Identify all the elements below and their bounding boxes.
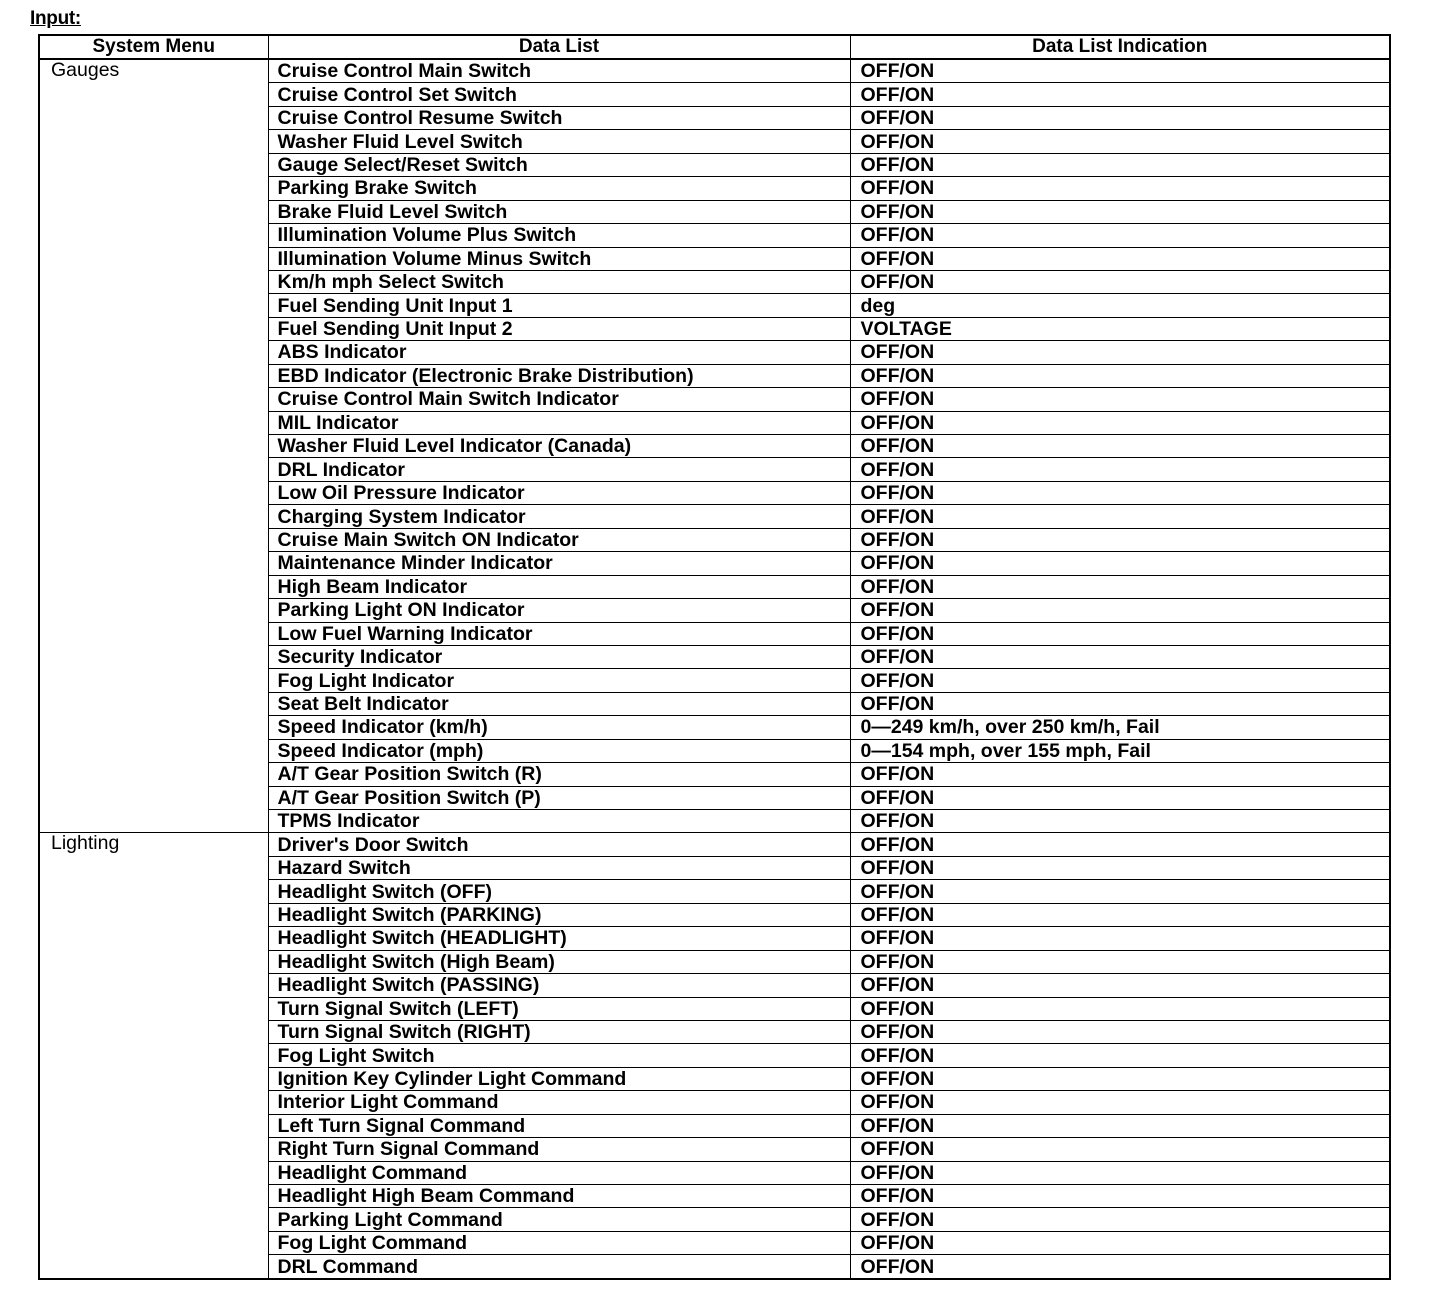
data-list-item-cell: Driver's Door Switch xyxy=(268,833,850,856)
data-list-item-cell: Cruise Control Main Switch xyxy=(268,59,850,83)
data-list-item-cell: TPMS Indicator xyxy=(268,810,850,833)
data-list-item-cell: Headlight Command xyxy=(268,1161,850,1184)
data-list-indication-cell: OFF/ON xyxy=(850,833,1390,856)
data-list-indication-cell: OFF/ON xyxy=(850,1044,1390,1067)
data-list-item-cell: Speed Indicator (mph) xyxy=(268,739,850,762)
data-list-item-cell: Hazard Switch xyxy=(268,856,850,879)
data-list-item-cell: Cruise Control Resume Switch xyxy=(268,106,850,129)
data-list-indication-cell: OFF/ON xyxy=(850,692,1390,715)
section-title: Input: xyxy=(30,8,81,29)
data-list-indication-cell: OFF/ON xyxy=(850,997,1390,1020)
table-header-row xyxy=(39,35,1390,59)
data-list-item-cell: A/T Gear Position Switch (P) xyxy=(268,786,850,809)
data-list-indication-cell: OFF/ON xyxy=(850,1231,1390,1254)
data-list-table xyxy=(38,34,1391,1280)
data-list-indication-cell: VOLTAGE xyxy=(850,317,1390,340)
system-menu-cell: Lighting xyxy=(39,833,268,1279)
data-list-indication-cell: OFF/ON xyxy=(850,1161,1390,1184)
data-list-item-cell: Parking Brake Switch xyxy=(268,177,850,200)
data-list-item-cell: ABS Indicator xyxy=(268,341,850,364)
data-list-indication-cell: OFF/ON xyxy=(850,810,1390,833)
data-list-indication-cell: OFF/ON xyxy=(850,458,1390,481)
data-list-indication-cell: OFF/ON xyxy=(850,1020,1390,1043)
data-list-item-cell: Fuel Sending Unit Input 1 xyxy=(268,294,850,317)
data-list-item-cell: Cruise Main Switch ON Indicator xyxy=(268,528,850,551)
data-list-item-cell: Speed Indicator (km/h) xyxy=(268,716,850,739)
data-list-indication-cell: OFF/ON xyxy=(850,364,1390,387)
data-list-item-cell: A/T Gear Position Switch (R) xyxy=(268,763,850,786)
data-list-indication-cell: OFF/ON xyxy=(850,552,1390,575)
data-list-item-cell: Headlight High Beam Command xyxy=(268,1185,850,1208)
data-list-item-cell: Cruise Control Set Switch xyxy=(268,83,850,106)
data-list-indication-cell: OFF/ON xyxy=(850,1208,1390,1231)
data-list-item-cell: EBD Indicator (Electronic Brake Distribution) xyxy=(268,364,850,387)
data-list-item-cell: Gauge Select/Reset Switch xyxy=(268,153,850,176)
data-list-item-cell: Illumination Volume Minus Switch xyxy=(268,247,850,270)
data-list-item-cell: Seat Belt Indicator xyxy=(268,692,850,715)
data-list-indication-cell: OFF/ON xyxy=(850,927,1390,950)
data-list-indication-cell: OFF/ON xyxy=(850,224,1390,247)
data-list-item-cell: Fog Light Switch xyxy=(268,1044,850,1067)
data-list-indication-cell: OFF/ON xyxy=(850,856,1390,879)
data-list-indication-cell: OFF/ON xyxy=(850,1067,1390,1090)
data-list-item-cell: Km/h mph Select Switch xyxy=(268,270,850,293)
data-list-item-cell: Maintenance Minder Indicator xyxy=(268,552,850,575)
data-list-item-cell: Brake Fluid Level Switch xyxy=(268,200,850,223)
data-list-item-cell: Parking Light Command xyxy=(268,1208,850,1231)
data-list-indication-cell: OFF/ON xyxy=(850,106,1390,129)
table-row xyxy=(39,59,1390,83)
data-list-indication-cell: OFF/ON xyxy=(850,435,1390,458)
data-list-indication-cell: deg xyxy=(850,294,1390,317)
data-list-item-cell: Low Fuel Warning Indicator xyxy=(268,622,850,645)
data-list-item-cell: Ignition Key Cylinder Light Command xyxy=(268,1067,850,1090)
data-list-indication-cell: OFF/ON xyxy=(850,786,1390,809)
data-list-indication-cell: OFF/ON xyxy=(850,481,1390,504)
system-menu-cell: Gauges xyxy=(39,59,268,833)
data-list-indication-cell: OFF/ON xyxy=(850,669,1390,692)
data-list-indication-cell: OFF/ON xyxy=(850,622,1390,645)
data-list-indication-cell: OFF/ON xyxy=(850,83,1390,106)
data-list-indication-cell: OFF/ON xyxy=(850,1138,1390,1161)
data-list-item-cell: Headlight Switch (PARKING) xyxy=(268,903,850,926)
data-list-indication-cell: OFF/ON xyxy=(850,1114,1390,1137)
data-list-indication-cell: OFF/ON xyxy=(850,1255,1390,1279)
data-list-indication-cell: OFF/ON xyxy=(850,903,1390,926)
data-list-item-cell: Illumination Volume Plus Switch xyxy=(268,224,850,247)
data-list-item-cell: Security Indicator xyxy=(268,645,850,668)
data-list-item-cell: Low Oil Pressure Indicator xyxy=(268,481,850,504)
data-list-item-cell: High Beam Indicator xyxy=(268,575,850,598)
data-list-item-cell: Parking Light ON Indicator xyxy=(268,599,850,622)
data-list-item-cell: Turn Signal Switch (RIGHT) xyxy=(268,1020,850,1043)
data-list-item-cell: Charging System Indicator xyxy=(268,505,850,528)
data-list-item-cell: Fog Light Command xyxy=(268,1231,850,1254)
data-list-indication-cell: OFF/ON xyxy=(850,200,1390,223)
data-list-indication-cell: OFF/ON xyxy=(850,341,1390,364)
data-list-item-cell: DRL Command xyxy=(268,1255,850,1279)
data-list-indication-cell: OFF/ON xyxy=(850,505,1390,528)
data-list-indication-cell: OFF/ON xyxy=(850,130,1390,153)
data-list-item-cell: Headlight Switch (High Beam) xyxy=(268,950,850,973)
data-list-indication-cell: OFF/ON xyxy=(850,599,1390,622)
data-list-item-cell: Headlight Switch (OFF) xyxy=(268,880,850,903)
data-list-item-cell: Interior Light Command xyxy=(268,1091,850,1114)
data-list-indication-cell: OFF/ON xyxy=(850,880,1390,903)
data-list-indication-cell: OFF/ON xyxy=(850,270,1390,293)
data-list-indication-cell: OFF/ON xyxy=(850,1185,1390,1208)
table-body xyxy=(39,59,1390,1279)
table-row xyxy=(39,833,1390,856)
data-list-item-cell: Washer Fluid Level Indicator (Canada) xyxy=(268,435,850,458)
data-list-indication-cell: OFF/ON xyxy=(850,528,1390,551)
data-list-indication-cell: 0—249 km/h, over 250 km/h, Fail xyxy=(850,716,1390,739)
data-list-item-cell: Fuel Sending Unit Input 2 xyxy=(268,317,850,340)
data-list-indication-cell: OFF/ON xyxy=(850,388,1390,411)
header-system-menu: System Menu xyxy=(39,35,268,59)
data-list-item-cell: MIL Indicator xyxy=(268,411,850,434)
data-list-indication-cell: OFF/ON xyxy=(850,59,1390,83)
data-list-indication-cell: OFF/ON xyxy=(850,1091,1390,1114)
data-list-item-cell: Turn Signal Switch (LEFT) xyxy=(268,997,850,1020)
header-data-list: Data List xyxy=(268,35,850,59)
data-list-indication-cell: OFF/ON xyxy=(850,575,1390,598)
data-list-item-cell: Fog Light Indicator xyxy=(268,669,850,692)
data-list-indication-cell: OFF/ON xyxy=(850,974,1390,997)
data-list-indication-cell: 0—154 mph, over 155 mph, Fail xyxy=(850,739,1390,762)
data-list-item-cell: Right Turn Signal Command xyxy=(268,1138,850,1161)
data-list-indication-cell: OFF/ON xyxy=(850,177,1390,200)
data-list-item-cell: Left Turn Signal Command xyxy=(268,1114,850,1137)
data-list-item-cell: Headlight Switch (HEADLIGHT) xyxy=(268,927,850,950)
data-list-item-cell: Washer Fluid Level Switch xyxy=(268,130,850,153)
data-list-indication-cell: OFF/ON xyxy=(850,763,1390,786)
data-list-item-cell: Headlight Switch (PASSING) xyxy=(268,974,850,997)
data-list-item-cell: DRL Indicator xyxy=(268,458,850,481)
data-list-indication-cell: OFF/ON xyxy=(850,247,1390,270)
data-list-indication-cell: OFF/ON xyxy=(850,645,1390,668)
data-list-indication-cell: OFF/ON xyxy=(850,153,1390,176)
header-data-list-indication: Data List Indication xyxy=(850,35,1390,59)
data-list-item-cell: Cruise Control Main Switch Indicator xyxy=(268,388,850,411)
data-list-indication-cell: OFF/ON xyxy=(850,411,1390,434)
data-list-indication-cell: OFF/ON xyxy=(850,950,1390,973)
